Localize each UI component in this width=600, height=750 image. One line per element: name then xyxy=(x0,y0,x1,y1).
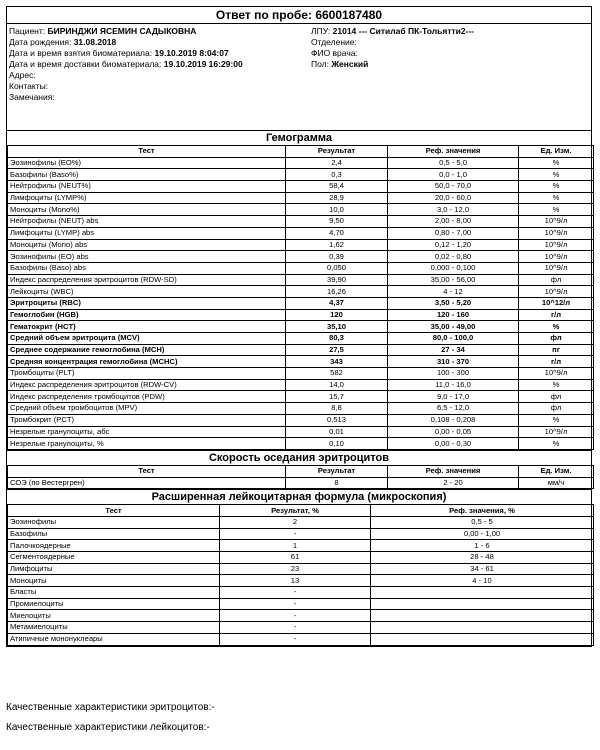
table-row xyxy=(8,633,594,645)
table-cell: Палочкоядерные xyxy=(8,540,220,552)
table-cell: Гематокрит (HCT) xyxy=(8,321,286,333)
lpu-row xyxy=(311,26,591,37)
table-cell: 0,5 - 5,0 xyxy=(388,157,519,169)
col-unit: Ед. Изм. xyxy=(519,465,594,477)
taken-row xyxy=(9,48,309,59)
table-cell: Лейкоциты (WBC) xyxy=(8,286,286,298)
table-row xyxy=(8,426,594,438)
col-result: Результат xyxy=(286,146,388,158)
table-row xyxy=(8,540,594,552)
table-cell: Бласты xyxy=(8,587,220,599)
lpu-value: 21014 --- Ситилаб ПК-Тольятти2--- xyxy=(332,26,475,36)
table-cell: 10^9/л xyxy=(519,227,594,239)
table-cell: 0,050 xyxy=(286,262,388,274)
report-box xyxy=(6,6,592,647)
table-cell: Миелоциты xyxy=(8,610,220,622)
remarks-label: Замечания: xyxy=(9,92,55,102)
table-row xyxy=(8,610,594,622)
table-row xyxy=(8,528,594,540)
table-row xyxy=(8,575,594,587)
table-cell: Средняя концентрация гемоглобина (MCHC) xyxy=(8,356,286,368)
table-cell: г/л xyxy=(519,309,594,321)
patient-info xyxy=(7,24,591,130)
table-cell: 20,0 - 60,0 xyxy=(388,192,519,204)
table-cell: % xyxy=(519,181,594,193)
table-cell: 35,00 - 56,00 xyxy=(388,274,519,286)
table-cell: 4,37 xyxy=(286,297,388,309)
table-cell: фл xyxy=(519,391,594,403)
table-cell: 10^9/л xyxy=(519,216,594,228)
report-title: Ответ по пробе: 6600187480 xyxy=(7,7,591,24)
sex-label: Пол: xyxy=(311,59,329,69)
table-cell: 0,00 - 0,30 xyxy=(388,438,519,450)
table-cell: - xyxy=(220,587,371,599)
table-cell: фл xyxy=(519,403,594,415)
table-cell: 35,00 - 49,00 xyxy=(388,321,519,333)
table-cell: 13 xyxy=(220,575,371,587)
table-cell: Незрелые гранулоциты, абс xyxy=(8,426,286,438)
table-cell: Нейтрофилы (NEUT) abs xyxy=(8,216,286,228)
table-row xyxy=(8,344,594,356)
table-cell: 343 xyxy=(286,356,388,368)
table-cell: Моноциты xyxy=(8,575,220,587)
table-cell: 80,0 - 100,0 xyxy=(388,333,519,345)
table-cell: 4,70 xyxy=(286,227,388,239)
table-cell: 2,4 xyxy=(286,157,388,169)
table-cell: 0,12 - 1,20 xyxy=(388,239,519,251)
table-row xyxy=(8,239,594,251)
table-row xyxy=(8,333,594,345)
table-cell: Незрелые гранулоциты, % xyxy=(8,438,286,450)
table-cell xyxy=(371,633,594,645)
table-row xyxy=(8,552,594,564)
table-cell: Лимфоциты (LYMP%) xyxy=(8,192,286,204)
table-row xyxy=(8,598,594,610)
table-cell: Эозинофилы (EO%) xyxy=(8,157,286,169)
table-cell: % xyxy=(519,204,594,216)
col-test: Тест xyxy=(8,505,220,517)
table-row xyxy=(8,309,594,321)
table-cell: 10^9/л xyxy=(519,368,594,380)
table-row xyxy=(8,251,594,263)
table-cell: пг xyxy=(519,344,594,356)
table-cell: 0,5 - 5 xyxy=(371,516,594,528)
col-test: Тест xyxy=(8,465,286,477)
table-cell: 9,50 xyxy=(286,216,388,228)
table-row xyxy=(8,274,594,286)
table-cell: 100 - 300 xyxy=(388,368,519,380)
table-cell: % xyxy=(519,321,594,333)
table-cell: 27,5 xyxy=(286,344,388,356)
table-cell: 0,3 xyxy=(286,169,388,181)
table-cell: 10^9/л xyxy=(519,251,594,263)
table-cell: 3,0 - 12,0 xyxy=(388,204,519,216)
table-row xyxy=(8,391,594,403)
delivered-row xyxy=(9,59,309,70)
table-cell: 11,0 - 16,0 xyxy=(388,379,519,391)
table-cell: Средний объем эритроцита (MCV) xyxy=(8,333,286,345)
table-row xyxy=(8,157,594,169)
table-cell: 10^9/л xyxy=(519,262,594,274)
table-cell: Индекс распределения эритроцитов (RDW-CV) xyxy=(8,379,286,391)
dob-label: Дата рождения: xyxy=(9,37,72,47)
table-cell: 28,9 xyxy=(286,192,388,204)
table-cell: 582 xyxy=(286,368,388,380)
table-cell: 0,108 - 0,208 xyxy=(388,414,519,426)
table-cell: СОЭ (по Вестергрен) xyxy=(8,477,286,489)
leuko-title: Расширенная лейкоцитарная формула (микроскопия) xyxy=(7,489,591,504)
table-cell: - xyxy=(220,598,371,610)
table-cell: 80,3 xyxy=(286,333,388,345)
dob-value: 31.08.2018 xyxy=(73,37,117,47)
table-cell: % xyxy=(519,379,594,391)
lpu-label: ЛПУ: xyxy=(311,26,331,36)
contacts-label: Контакты: xyxy=(9,81,49,91)
table-cell: 58,4 xyxy=(286,181,388,193)
delivered-value: 19.10.2019 16:29:00 xyxy=(163,59,243,69)
table-cell: Нейтрофилы (NEUT%) xyxy=(8,181,286,193)
table-cell: 0,39 xyxy=(286,251,388,263)
table-cell: Лимфоциты (LYMP) abs xyxy=(8,227,286,239)
table-cell: 0,02 - 0,80 xyxy=(388,251,519,263)
table-cell: 1,62 xyxy=(286,239,388,251)
table-row xyxy=(8,587,594,599)
col-ref: Реф. значения xyxy=(388,465,519,477)
col-unit: Ед. Изм. xyxy=(519,146,594,158)
table-row xyxy=(8,169,594,181)
table-cell: 9,0 - 17,0 xyxy=(388,391,519,403)
sex-value: Женский xyxy=(331,59,369,69)
table-cell: Гемоглобин (HGB) xyxy=(8,309,286,321)
table-cell: 23 xyxy=(220,563,371,575)
table-row xyxy=(8,379,594,391)
patient-name: БИРИНДЖИ ЯСЕМИН САДЫКОВНА xyxy=(47,26,197,36)
erythro-quality: Качественные характеристики эритроцитов:- xyxy=(6,702,215,713)
table-cell: Моноциты (Mono) abs xyxy=(8,239,286,251)
table-cell: % xyxy=(519,157,594,169)
table-cell: - xyxy=(220,622,371,634)
patient-row xyxy=(9,26,309,37)
table-row xyxy=(8,321,594,333)
table-cell: 4 - 10 xyxy=(371,575,594,587)
table-row xyxy=(8,414,594,426)
table-row xyxy=(8,477,594,489)
table-row xyxy=(8,297,594,309)
col-test: Тест xyxy=(8,146,286,158)
table-cell: Индекс распределения эритроцитов (RDW-SD) xyxy=(8,274,286,286)
table-row xyxy=(8,516,594,528)
table-cell: 6,5 - 12,0 xyxy=(388,403,519,415)
table-cell xyxy=(371,598,594,610)
table-row xyxy=(8,438,594,450)
table-cell: 10^9/л xyxy=(519,426,594,438)
table-cell xyxy=(371,587,594,599)
table-cell: 2 - 20 xyxy=(388,477,519,489)
table-cell: Эозинофилы (EO) abs xyxy=(8,251,286,263)
delivered-label: Дата и время доставки биоматериала: xyxy=(9,59,162,69)
table-cell: - xyxy=(220,528,371,540)
table-cell xyxy=(371,622,594,634)
table-cell: Моноциты (Mono%) xyxy=(8,204,286,216)
col-ref: Реф. значения xyxy=(388,146,519,158)
table-row xyxy=(8,262,594,274)
table-cell: 14,0 xyxy=(286,379,388,391)
table-cell: Тромбоциты (PLT) xyxy=(8,368,286,380)
table-cell: Метамиелоциты xyxy=(8,622,220,634)
table-cell: Эритроциты (RBC) xyxy=(8,297,286,309)
table-cell: 0,01 xyxy=(286,426,388,438)
table-cell: Тромбокрит (PCT) xyxy=(8,414,286,426)
sex-row xyxy=(311,59,591,70)
table-cell: г/л xyxy=(519,356,594,368)
table-cell: 2 xyxy=(220,516,371,528)
dob-row xyxy=(9,37,309,48)
table-cell: 10^9/л xyxy=(519,239,594,251)
table-cell: - xyxy=(220,610,371,622)
table-cell: фл xyxy=(519,274,594,286)
table-cell: Индекс распределения тромбоцитов (PDW) xyxy=(8,391,286,403)
table-row xyxy=(8,356,594,368)
table-cell: 0,00 - 0,05 xyxy=(388,426,519,438)
table-cell: 0,80 - 7,00 xyxy=(388,227,519,239)
table-cell: 8,8 xyxy=(286,403,388,415)
table-cell: 0,00 - 1,00 xyxy=(371,528,594,540)
table-cell: % xyxy=(519,414,594,426)
table-cell: 1 xyxy=(220,540,371,552)
table-cell: 4 - 12 xyxy=(388,286,519,298)
patient-label: Пациент: xyxy=(9,26,46,36)
table-cell: Промиелоциты xyxy=(8,598,220,610)
table-row xyxy=(8,216,594,228)
col-ref: Реф. значения, % xyxy=(371,505,594,517)
table-cell: 120 - 160 xyxy=(388,309,519,321)
taken-value: 19.10.2019 8:04:07 xyxy=(154,48,229,58)
table-cell: Атипичные мононуклеары xyxy=(8,633,220,645)
table-cell: 0,000 - 0,100 xyxy=(388,262,519,274)
table-cell: 10^9/л xyxy=(519,286,594,298)
esr-title: Скорость оседания эритроцитов xyxy=(7,450,591,465)
table-cell: 10^12/л xyxy=(519,297,594,309)
table-cell: 3,50 - 5,20 xyxy=(388,297,519,309)
table-cell: 39,90 xyxy=(286,274,388,286)
table-cell: Базофилы xyxy=(8,528,220,540)
table-cell: 28 - 48 xyxy=(371,552,594,564)
table-cell: Среднее содержание гемоглобина (MCH) xyxy=(8,344,286,356)
table-cell: 10,0 xyxy=(286,204,388,216)
table-cell: 310 - 370 xyxy=(388,356,519,368)
table-cell: Средний объем тромбоцитов (MPV) xyxy=(8,403,286,415)
table-cell: Лимфоциты xyxy=(8,563,220,575)
table-cell: Базофилы (Baso) abs xyxy=(8,262,286,274)
table-cell: 27 - 34 xyxy=(388,344,519,356)
table-cell: 8 xyxy=(286,477,388,489)
table-cell: 15,7 xyxy=(286,391,388,403)
leuko-table xyxy=(7,504,594,645)
table-cell: - xyxy=(220,633,371,645)
table-cell: 120 xyxy=(286,309,388,321)
table-cell: 0,0 - 1,0 xyxy=(388,169,519,181)
address-label: Адрес: xyxy=(9,70,36,80)
table-row xyxy=(8,192,594,204)
doctor-label: ФИО врача: xyxy=(311,48,358,58)
table-cell: фл xyxy=(519,333,594,345)
hemogram-title: Гемограмма xyxy=(7,130,591,145)
table-row xyxy=(8,204,594,216)
table-row xyxy=(8,181,594,193)
table-cell: 34 - 61 xyxy=(371,563,594,575)
table-cell: Сегментоядерные xyxy=(8,552,220,564)
table-row xyxy=(8,563,594,575)
table-row xyxy=(8,286,594,298)
col-result: Результат, % xyxy=(220,505,371,517)
table-cell: % xyxy=(519,438,594,450)
table-row xyxy=(8,403,594,415)
table-cell: 50,0 - 70,0 xyxy=(388,181,519,193)
taken-label: Дата и время взятия биоматериала: xyxy=(9,48,153,58)
dept-label: Отделение: xyxy=(311,37,357,47)
table-cell: % xyxy=(519,169,594,181)
table-cell: 0,513 xyxy=(286,414,388,426)
table-cell: Эозинофилы xyxy=(8,516,220,528)
table-cell: 16,26 xyxy=(286,286,388,298)
table-cell: мм/ч xyxy=(519,477,594,489)
hemogram-table xyxy=(7,145,594,450)
table-cell: 1 - 6 xyxy=(371,540,594,552)
table-cell xyxy=(371,610,594,622)
leuko-quality: Качественные характеристики лейкоцитов:- xyxy=(6,722,210,733)
table-row xyxy=(8,227,594,239)
table-cell: 61 xyxy=(220,552,371,564)
table-cell: Базофилы (Baso%) xyxy=(8,169,286,181)
table-cell: 0,10 xyxy=(286,438,388,450)
col-result: Результат xyxy=(286,465,388,477)
table-cell: 35,10 xyxy=(286,321,388,333)
table-row xyxy=(8,368,594,380)
table-row xyxy=(8,622,594,634)
esr-table xyxy=(7,465,594,489)
table-cell: % xyxy=(519,192,594,204)
table-cell: 2,00 - 8,00 xyxy=(388,216,519,228)
